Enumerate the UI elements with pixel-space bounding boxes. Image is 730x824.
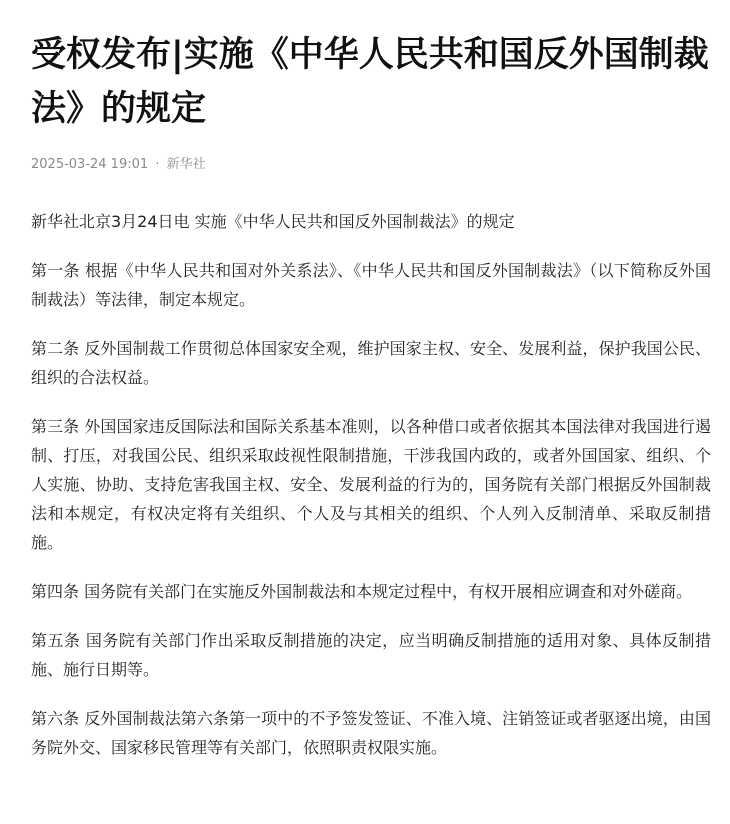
meta-separator: · bbox=[155, 157, 160, 172]
paragraph-article-3: 第三条 外国国家违反国际法和国际关系基本准则，以各种借口或者依据其本国法律对我国进行遏制、打压，对我国公民、组织采取歧视性限制措施，干涉我国内政的，或者外国国家、组织、个人实施、协助、支持危害我国主权、安全、发展利益的行为的，国务院有关部门根据反外国制裁法和本规定，有权决定将有关组织、个人及与其相关的组织、个人列入反制清单、采取反制措施。 bbox=[31, 417, 711, 552]
paragraph-article-6: 第六条 反外国制裁法第六条第一项中的不予签发签证、不准入境、注销签证或者驱逐出境，由国务院外交、国家移民管理等有关部门，依照职责权限实施。 bbox=[31, 709, 711, 757]
article-body bbox=[31, 207, 711, 762]
article-meta bbox=[31, 156, 711, 174]
paragraph-article-1: 第一条 根据《中华人民共和国对外关系法》、《中华人民共和国反外国制裁法》（以下简称反外国制裁法）等法律，制定本规定。 bbox=[31, 261, 711, 309]
paragraph-dateline: 新华社北京3月24日电 实施《中华人民共和国反外国制裁法》的规定 bbox=[31, 212, 515, 231]
article-title: 受权发布|实施《中华人民共和国反外国制裁法》的规定 bbox=[31, 35, 709, 129]
article bbox=[31, 28, 711, 782]
paragraph-article-5: 第五条 国务院有关部门作出采取反制措施的决定，应当明确反制措施的适用对象、具体反制措施、施行日期等。 bbox=[31, 631, 711, 679]
paragraph-article-4: 第四条 国务院有关部门在实施反外国制裁法和本规定过程中，有权开展相应调查和对外磋商。 bbox=[31, 582, 693, 601]
publish-datetime: 2025-03-24 19:01 bbox=[31, 157, 149, 172]
paragraph-article-2: 第二条 反外国制裁工作贯彻总体国家安全观，维护国家主权、安全、发展利益，保护我国公民、组织的合法权益。 bbox=[31, 339, 711, 387]
source-name: 新华社 bbox=[166, 157, 206, 172]
